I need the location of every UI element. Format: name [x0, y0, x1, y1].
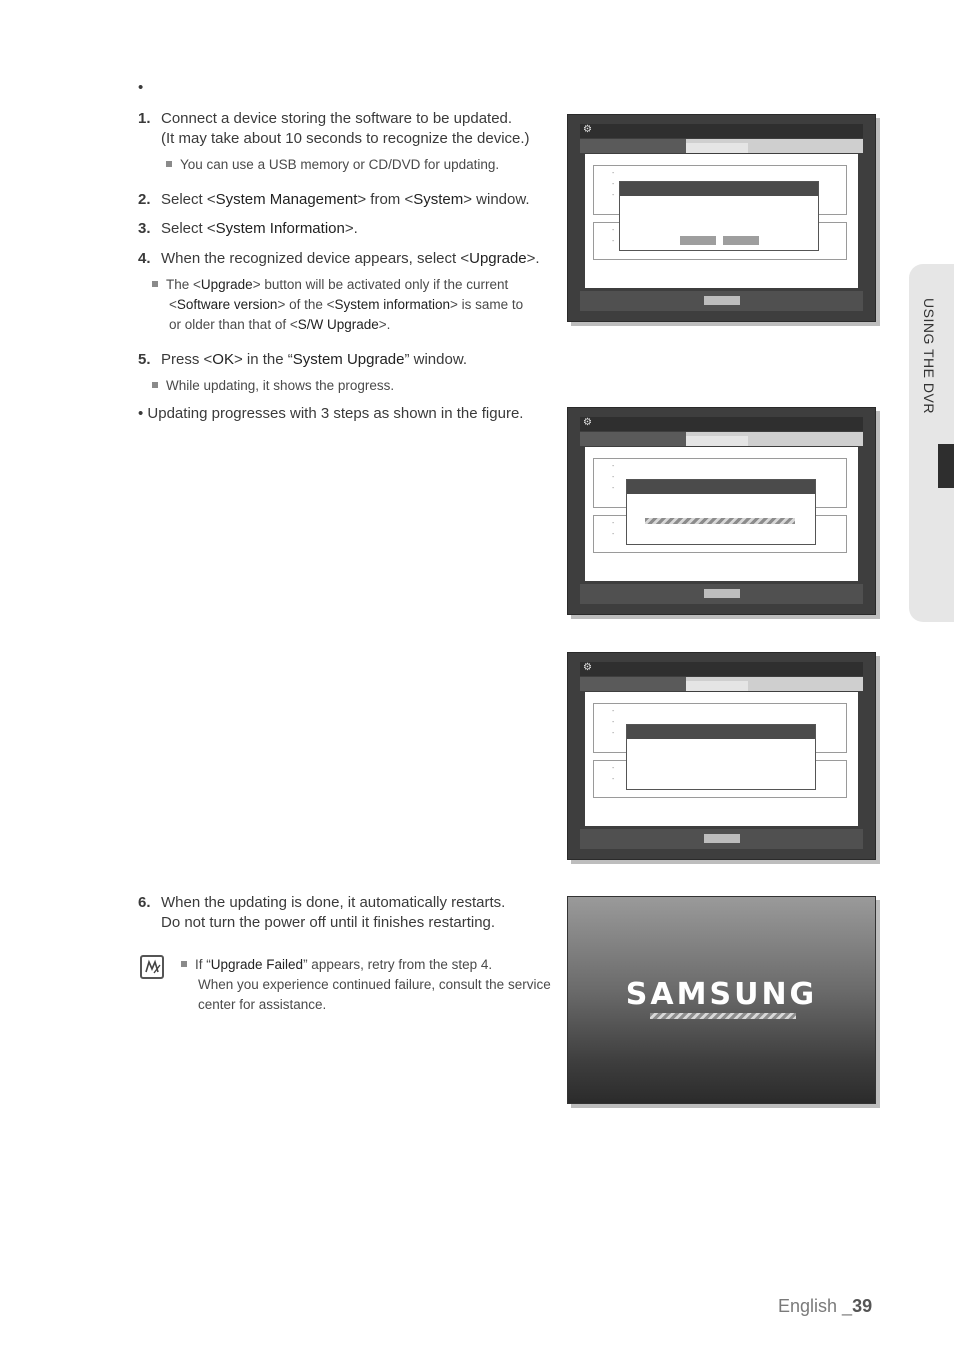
step-number: 3.: [138, 220, 151, 237]
square-bullet-icon: [166, 161, 172, 167]
step-text: Select <System Information>.: [161, 220, 358, 237]
window-titlebar: [580, 417, 863, 431]
step-number: 2.: [138, 191, 151, 208]
info-group: - - -: [593, 458, 847, 508]
tab-strip: [580, 677, 863, 691]
page-number: 39: [852, 1296, 873, 1316]
tab-inactive[interactable]: [686, 143, 748, 153]
step-text: (It may take about 10 seconds to recognize the device.): [161, 130, 530, 147]
gear-icon: ⚙: [583, 124, 592, 135]
content-panel: [585, 692, 858, 826]
bottom-bar: [580, 291, 863, 311]
top-bullet: •: [138, 79, 144, 96]
step-4-note: The <Upgrade> button will be activated only if the current <Software version> of the <System information> is same to or older than that of <S/W Upgrade>.: [152, 275, 562, 335]
ok-button[interactable]: [680, 236, 716, 245]
bottom-bar: [580, 584, 863, 604]
step-5-note: While updating, it shows the progress.: [152, 376, 394, 396]
step-number: 1.: [138, 110, 151, 127]
content-panel: [585, 154, 858, 288]
step-number: 6.: [138, 894, 151, 911]
footer-language: English _: [778, 1296, 853, 1316]
tab-active[interactable]: [580, 432, 686, 446]
upgrade-group: - -: [593, 515, 847, 553]
boot-progress-bar: [650, 1013, 796, 1019]
dialog-header: [627, 480, 815, 494]
info-group: - - -: [593, 165, 847, 215]
step-text: When the updating is done, it automatically restarts.: [161, 894, 506, 911]
window-titlebar: [580, 124, 863, 138]
bottom-bar: [580, 829, 863, 849]
screenshot-boot-screen: [567, 896, 876, 1104]
step-text: Do not turn the power off until it finishes restarting.: [161, 914, 496, 931]
step-text: When the recognized device appears, select <Upgrade>.: [161, 250, 540, 267]
memo-note: If “Upgrade Failed” appears, retry from the step 4. When you experience continued failure, consult the service center for assistance.: [181, 955, 561, 1015]
content-panel: [585, 447, 858, 581]
section-side-tab: [909, 264, 954, 622]
cancel-button[interactable]: [723, 236, 759, 245]
info-group: - - -: [593, 703, 847, 753]
screenshot-device-recognized: [567, 114, 876, 322]
step-5: [138, 350, 558, 370]
tab-inactive[interactable]: [686, 436, 748, 446]
gear-icon: ⚙: [583, 662, 592, 673]
tab-active[interactable]: [580, 139, 686, 153]
tab-active[interactable]: [580, 677, 686, 691]
memo-icon: [140, 955, 164, 979]
upgrade-dialog: [619, 181, 819, 251]
upgrade-group: - -: [593, 760, 847, 798]
square-bullet-icon: [152, 382, 158, 388]
dialog-header: [627, 725, 815, 739]
ok-button[interactable]: [704, 834, 740, 843]
step-6: [138, 893, 558, 933]
screenshot-upgrade-finishing: [567, 652, 876, 860]
status-dialog: [626, 724, 816, 790]
section-label: USING THE DVR: [921, 298, 937, 414]
progress-bar: [645, 518, 795, 524]
square-bullet-icon: [181, 961, 187, 967]
dialog-header: [620, 182, 818, 196]
step-text: Select <System Management> from <System> window.: [161, 191, 530, 208]
step-number: 5.: [138, 351, 151, 368]
progress-bullet: • Updating progresses with 3 steps as shown in the figure.: [138, 405, 524, 422]
section-marker: [938, 444, 954, 488]
gear-icon: ⚙: [583, 417, 592, 428]
step-1-note: You can use a USB memory or CD/DVD for updating.: [166, 155, 556, 175]
ok-button[interactable]: [704, 589, 740, 598]
progress-dialog: [626, 479, 816, 545]
samsung-logo: SAMSUNG: [625, 977, 818, 1012]
window-titlebar: [580, 662, 863, 676]
tab-strip: [580, 432, 863, 446]
step-4: [138, 249, 558, 269]
step-2: [138, 190, 558, 210]
step-number: 4.: [138, 250, 151, 267]
screenshot-upgrade-progress: [567, 407, 876, 615]
step-text: Connect a device storing the software to be updated.: [161, 110, 513, 127]
step-text: Press <OK> in the “System Upgrade” window.: [161, 351, 468, 368]
page-footer: [778, 1296, 872, 1317]
upgrade-group: - -: [593, 222, 847, 260]
tab-strip: [580, 139, 863, 153]
tab-inactive[interactable]: [686, 681, 748, 691]
step-1: [138, 109, 558, 149]
square-bullet-icon: [152, 281, 158, 287]
ok-button[interactable]: [704, 296, 740, 305]
step-3: [138, 219, 558, 239]
